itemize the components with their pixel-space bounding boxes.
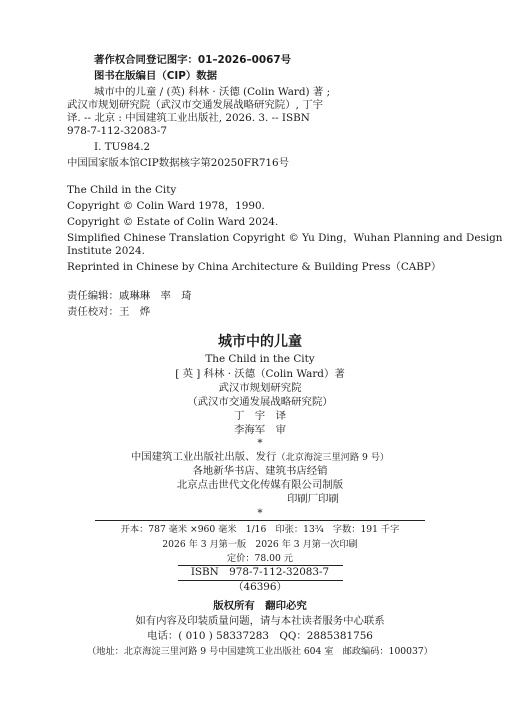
service-notice: 如有内容及印装质量问题，请与本社读者服务中心联系: [135, 615, 385, 627]
publisher-name: 中国建筑工业出版社出版、发行: [130, 451, 277, 463]
copyright-line: Copyright © Estate of Colin Ward 2024.: [67, 216, 279, 228]
cip-data-number: 中国国家版本馆CIP数据核字第20250FR716号: [67, 157, 290, 169]
reviewer-line: 李海军 审: [234, 424, 286, 436]
edition-line: 2026 年 3 月第一版 2026 年 3 月第一次印刷: [162, 539, 358, 550]
printer-line: 印刷厂印刷: [287, 493, 339, 505]
isbn-line: ISBN 978-7-112-32083-7: [190, 566, 330, 578]
book-code: （46396）: [233, 581, 287, 593]
cip-line: 译. -- 北京 : 中国建筑工业出版社, 2026. 3. -- ISBN: [67, 112, 310, 124]
institute-line: 武汉市规划研究院: [218, 382, 302, 394]
cip-heading: 图书在版编目（CIP）数据: [94, 70, 218, 82]
contact-address: （地址：北京海淀三里河路 9 号中国建筑工业出版社 604 室 邮政编码：100037）: [87, 646, 433, 657]
copyright-line: Copyright © Colin Ward 1978，1990.: [67, 200, 265, 212]
translation-copyright-cont: Institute 2024.: [67, 245, 145, 257]
translator-line: 丁 宇 译: [234, 410, 286, 422]
cip-line: 978-7-112-32083-7: [67, 125, 167, 137]
format-specs: 开本：787 毫米 ×960 毫米 1/16 印张：13¾ 字数：191 千字: [120, 524, 400, 535]
responsible-proofreader: 责任校对：王 烨: [67, 306, 151, 318]
copyright-registration-number: 著作权合同登记图字：01–2026–0067号: [94, 54, 291, 66]
contact-phone: 电话：( 010 ) 58337283 QQ：2885381756: [147, 630, 373, 642]
separator-star: *: [257, 437, 263, 449]
book-title: 城市中的儿童: [218, 334, 302, 350]
distributor-line: 各地新华书店、建筑书店经销: [192, 465, 328, 477]
cip-line: 城市中的儿童 / (英) 科林 · 沃德 (Colin Ward) 著 ;: [94, 86, 331, 98]
reprint-notice: Reprinted in Chinese by China Architecture & Building Press（CABP）: [67, 261, 442, 273]
institute-line-alt: （武汉市交通发展战略研究院）: [187, 396, 333, 408]
original-title: The Child in the City: [67, 184, 177, 196]
publisher-line: [0, 451, 520, 464]
author-line: [ 英 ] 科林 · 沃德（Colin Ward）著: [175, 368, 345, 380]
typesetter-line: 北京点击世代文化传媒有限公司制版: [176, 479, 344, 491]
cip-line: Ⅰ. TU984.2: [94, 141, 151, 153]
translation-copyright: Simplified Chinese Translation Copyright © Yu Ding，Wuhan Planning and Design: [67, 232, 503, 244]
publisher-address: （北京海淀三里河路 9 号）: [276, 452, 390, 463]
cip-line: 武汉市规划研究院（武汉市交通发展战略研究院）, 丁宇: [67, 99, 323, 111]
book-subtitle: The Child in the City: [205, 353, 315, 365]
separator-star: *: [257, 507, 263, 519]
rights-notice: 版权所有 翻印必究: [213, 600, 307, 612]
price-line: 定价：78.00 元: [227, 553, 293, 564]
responsible-editor: 责任编辑：戚琳琳 率 琦: [67, 290, 192, 302]
